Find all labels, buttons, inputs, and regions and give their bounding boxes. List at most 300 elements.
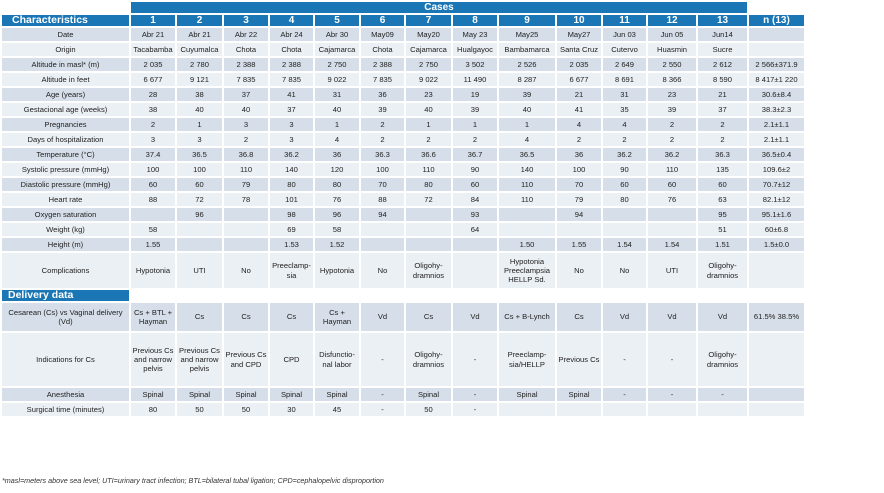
- row-label: Diastolic pressure (mmHg): [2, 178, 129, 191]
- table-cell: Previous Cs and narrow pelvis: [131, 333, 175, 386]
- table-cell: 2: [557, 133, 601, 146]
- table-cell: 140: [270, 163, 313, 176]
- table-cell: Abr 30: [315, 28, 359, 41]
- row-label: Heart rate: [2, 193, 129, 206]
- table-cell: 21: [557, 88, 601, 101]
- table-cell: 4: [603, 118, 646, 131]
- table-cell: Hualgayoc: [453, 43, 497, 56]
- table-cell: Spinal: [315, 388, 359, 401]
- table-cell: -: [453, 403, 497, 416]
- table-cell: 140: [499, 163, 555, 176]
- n-summary-cell: 60±6.8: [749, 223, 804, 236]
- table-cell: 110: [406, 163, 451, 176]
- table-cell: 110: [499, 178, 555, 191]
- case-number-header: 12: [648, 15, 696, 26]
- table-row: [2, 88, 804, 101]
- table-cell: 2: [361, 118, 404, 131]
- row-label: Origin: [2, 43, 129, 56]
- cases-title: Cases: [131, 2, 747, 13]
- table-row: [2, 178, 804, 191]
- table-cell: 36.3: [361, 148, 404, 161]
- table-cell: 3: [224, 118, 268, 131]
- table-cell: 58: [131, 223, 175, 236]
- table-cell: 7 835: [361, 73, 404, 86]
- n-summary-cell: 70.7±12: [749, 178, 804, 191]
- n-summary-cell: [749, 388, 804, 401]
- table-cell: 100: [177, 163, 222, 176]
- table-cell: 37.4: [131, 148, 175, 161]
- table-row: [2, 208, 804, 221]
- table-cell: Cs: [557, 303, 601, 331]
- table-row: [2, 223, 804, 236]
- table-cell: Previous Cs and CPD: [224, 333, 268, 386]
- table-cell: -: [698, 388, 747, 401]
- table-cell: 37: [698, 103, 747, 116]
- table-cell: Spinal: [499, 388, 555, 401]
- table-row: [2, 43, 804, 56]
- table-row: [2, 103, 804, 116]
- table-cell: 1.54: [603, 238, 646, 251]
- table-cell: 80: [603, 193, 646, 206]
- table-cell: Cajamarca: [315, 43, 359, 56]
- table-cell: 40: [177, 103, 222, 116]
- table-cell: Abr 24: [270, 28, 313, 41]
- table-cell: 2: [224, 133, 268, 146]
- table-cell: 21: [698, 88, 747, 101]
- row-label: Pregnancies: [2, 118, 129, 131]
- n-summary-cell: 1.5±0.0: [749, 238, 804, 251]
- row-label: Complications: [2, 253, 129, 288]
- section-spacer: [603, 290, 646, 301]
- table-cell: 37: [224, 88, 268, 101]
- table-row: [2, 238, 804, 251]
- table-cell: No: [224, 253, 268, 288]
- table-cell: 1.51: [698, 238, 747, 251]
- table-cell: 36.3: [698, 148, 747, 161]
- table-row: [2, 333, 804, 386]
- table-cell: 31: [603, 88, 646, 101]
- table-cell: [224, 238, 268, 251]
- table-cell: Chota: [361, 43, 404, 56]
- section-spacer: [270, 290, 313, 301]
- table-cell: 45: [315, 403, 359, 416]
- section-spacer: [315, 290, 359, 301]
- table-row: [2, 163, 804, 176]
- table-cell: May25: [499, 28, 555, 41]
- table-cell: Hypotonia: [131, 253, 175, 288]
- table-cell: Jun 05: [648, 28, 696, 41]
- table-cell: Cs: [177, 303, 222, 331]
- table-row: [2, 133, 804, 146]
- table-cell: 36.2: [270, 148, 313, 161]
- section-spacer: [177, 290, 222, 301]
- table-cell: Oligohy-dramnios: [698, 253, 747, 288]
- n-summary-cell: 95.1±1.6: [749, 208, 804, 221]
- case-number-header: 10: [557, 15, 601, 26]
- table-cell: Cs: [224, 303, 268, 331]
- column-header-row: [2, 15, 804, 26]
- table-cell: 72: [177, 193, 222, 206]
- section-spacer: [698, 290, 747, 301]
- table-cell: Disfunctio-nal labor: [315, 333, 359, 386]
- table-cell: 90: [453, 163, 497, 176]
- table-cell: 36.2: [648, 148, 696, 161]
- table-cell: 1: [499, 118, 555, 131]
- table-cell: [406, 238, 451, 251]
- table-cell: Oligohy-dramnios: [698, 333, 747, 386]
- table-cell: 60: [698, 178, 747, 191]
- table-cell: 3 502: [453, 58, 497, 71]
- row-label: Gestacional age (weeks): [2, 103, 129, 116]
- row-label: Temperature (°C): [2, 148, 129, 161]
- table-cell: 4: [557, 118, 601, 131]
- table-cell: Vd: [698, 303, 747, 331]
- n-summary-cell: 2.1±1.1: [749, 118, 804, 131]
- row-label: Date: [2, 28, 129, 41]
- table-cell: 39: [361, 103, 404, 116]
- table-cell: Chota: [270, 43, 313, 56]
- case-number-header: 4: [270, 15, 313, 26]
- table-cell: 8 590: [698, 73, 747, 86]
- table-cell: 51: [698, 223, 747, 236]
- table-cell: 7 835: [224, 73, 268, 86]
- row-label: Indications for Cs: [2, 333, 129, 386]
- table-cell: [406, 208, 451, 221]
- table-cell: [648, 403, 696, 416]
- table-cell: 8 366: [648, 73, 696, 86]
- table-cell: Cs: [270, 303, 313, 331]
- table-cell: 69: [270, 223, 313, 236]
- case-number-header: 8: [453, 15, 497, 26]
- row-label: Height (m): [2, 238, 129, 251]
- table-cell: 9 022: [315, 73, 359, 86]
- table-cell: 95: [698, 208, 747, 221]
- case-number-header: 9: [499, 15, 555, 26]
- table-cell: 80: [406, 178, 451, 191]
- table-cell: Oligohy-dramnios: [406, 253, 451, 288]
- table-cell: 98: [270, 208, 313, 221]
- table-cell: Jun 03: [603, 28, 646, 41]
- table-cell: Preeclamp-sia: [270, 253, 313, 288]
- table-cell: 94: [361, 208, 404, 221]
- table-cell: 23: [406, 88, 451, 101]
- table-cell: 2: [603, 133, 646, 146]
- table-cell: 84: [453, 193, 497, 206]
- table-cell: [557, 223, 601, 236]
- case-number-header: 2: [177, 15, 222, 26]
- table-cell: 94: [557, 208, 601, 221]
- table-cell: -: [603, 388, 646, 401]
- table-cell: 78: [224, 193, 268, 206]
- table-row: [2, 58, 804, 71]
- table-cell: 2: [453, 133, 497, 146]
- case-number-header: 6: [361, 15, 404, 26]
- table-cell: 3: [131, 133, 175, 146]
- table-cell: Vd: [453, 303, 497, 331]
- section-spacer: [453, 290, 497, 301]
- characteristics-header: Characteristics: [2, 15, 129, 26]
- table-cell: 2 388: [270, 58, 313, 71]
- table-cell: 19: [453, 88, 497, 101]
- row-label: Anesthesia: [2, 388, 129, 401]
- table-cell: 40: [224, 103, 268, 116]
- table-cell: [406, 223, 451, 236]
- table-cell: 80: [131, 403, 175, 416]
- case-number-header: 1: [131, 15, 175, 26]
- table-cell: 50: [177, 403, 222, 416]
- table-cell: 1: [177, 118, 222, 131]
- n-summary-cell: 82.1±12: [749, 193, 804, 206]
- table-cell: [648, 223, 696, 236]
- case-number-header: 7: [406, 15, 451, 26]
- table-cell: Vd: [361, 303, 404, 331]
- table-cell: [603, 223, 646, 236]
- table-cell: Cs + Hayman: [315, 303, 359, 331]
- table-cell: Spinal: [224, 388, 268, 401]
- table-cell: No: [603, 253, 646, 288]
- section-spacer: [361, 290, 404, 301]
- n-summary-cell: [749, 403, 804, 416]
- row-label: Age (years): [2, 88, 129, 101]
- table-cell: 2 526: [499, 58, 555, 71]
- table-cell: May20: [406, 28, 451, 41]
- table-cell: Santa Cruz: [557, 43, 601, 56]
- table-cell: 36.2: [603, 148, 646, 161]
- table-cell: 8 287: [499, 73, 555, 86]
- table-cell: -: [361, 403, 404, 416]
- table-cell: 3: [177, 133, 222, 146]
- table-cell: 72: [406, 193, 451, 206]
- table-cell: 2 780: [177, 58, 222, 71]
- n-summary-cell: 30.6±8.4: [749, 88, 804, 101]
- table-row: [2, 193, 804, 206]
- section-spacer: [648, 290, 696, 301]
- table-cell: [361, 238, 404, 251]
- table-cell: Spinal: [406, 388, 451, 401]
- table-cell: 2: [698, 118, 747, 131]
- table-cell: 4: [315, 133, 359, 146]
- table-cell: 50: [224, 403, 268, 416]
- section-spacer: [557, 290, 601, 301]
- table-cell: 93: [453, 208, 497, 221]
- table-cell: 60: [603, 178, 646, 191]
- table-cell: 2 035: [557, 58, 601, 71]
- table-cell: Vd: [648, 303, 696, 331]
- cases-header-row: [2, 2, 804, 13]
- table-cell: 41: [557, 103, 601, 116]
- n-summary-cell: 2 566±371.9: [749, 58, 804, 71]
- table-cell: 38: [131, 103, 175, 116]
- table-cell: 79: [557, 193, 601, 206]
- row-label: Altitude in feet: [2, 73, 129, 86]
- table-cell: 70: [557, 178, 601, 191]
- table-cell: 58: [315, 223, 359, 236]
- footnote: *masl=meters above sea level; UTI=urinary tract infection; BTL=bilateral tubal ligation; CPD=cephalopelvic disproportion: [2, 476, 384, 485]
- table-cell: Cs: [406, 303, 451, 331]
- table-row: [2, 73, 804, 86]
- case-number-header: 5: [315, 15, 359, 26]
- table-cell: -: [453, 333, 497, 386]
- case-number-header: 11: [603, 15, 646, 26]
- table-cell: Cs + B-Lynch: [499, 303, 555, 331]
- table-cell: 135: [698, 163, 747, 176]
- table-cell: 9 022: [406, 73, 451, 86]
- n-summary-cell: 2.1±1.1: [749, 133, 804, 146]
- table-cell: 36.6: [406, 148, 451, 161]
- row-label: Altitude in masl* (m): [2, 58, 129, 71]
- table-cell: Cs + BTL + Hayman: [131, 303, 175, 331]
- table-cell: 100: [361, 163, 404, 176]
- table-cell: 36: [557, 148, 601, 161]
- header-spacer: [2, 2, 129, 13]
- table-cell: 96: [177, 208, 222, 221]
- table-cell: 28: [131, 88, 175, 101]
- table-cell: Cutervo: [603, 43, 646, 56]
- row-label: Oxygen saturation: [2, 208, 129, 221]
- table-cell: 37: [270, 103, 313, 116]
- table-cell: 1.54: [648, 238, 696, 251]
- table-cell: May 23: [453, 28, 497, 41]
- table-cell: 6 677: [131, 73, 175, 86]
- table-cell: 1.52: [315, 238, 359, 251]
- table-cell: 4: [499, 133, 555, 146]
- table-cell: Previous Cs and narrow pelvis: [177, 333, 222, 386]
- table-cell: 40: [406, 103, 451, 116]
- table-cell: 100: [131, 163, 175, 176]
- table-cell: 101: [270, 193, 313, 206]
- table-row: [2, 253, 804, 288]
- table-cell: -: [453, 388, 497, 401]
- section-spacer: [131, 290, 175, 301]
- table-cell: 2: [361, 133, 404, 146]
- table-cell: Abr 21: [177, 28, 222, 41]
- table-cell: 2 035: [131, 58, 175, 71]
- table-cell: -: [648, 333, 696, 386]
- table-cell: 2 750: [406, 58, 451, 71]
- row-label: Surgical time (minutes): [2, 403, 129, 416]
- table-cell: 1.50: [499, 238, 555, 251]
- table-cell: Chota: [224, 43, 268, 56]
- table-cell: UTI: [648, 253, 696, 288]
- n-summary-cell: [749, 253, 804, 288]
- table-cell: 88: [131, 193, 175, 206]
- table-cell: 60: [177, 178, 222, 191]
- section-spacer: [224, 290, 268, 301]
- section-spacer: [499, 290, 555, 301]
- table-cell: [453, 253, 497, 288]
- row-label: Days of hospitalization: [2, 133, 129, 146]
- table-cell: 35: [603, 103, 646, 116]
- table-cell: 63: [698, 193, 747, 206]
- table-cell: [453, 238, 497, 251]
- n-summary-cell: [749, 28, 804, 41]
- table-cell: 90: [603, 163, 646, 176]
- table-cell: No: [557, 253, 601, 288]
- table-cell: Huasmin: [648, 43, 696, 56]
- row-label: Systolic pressure (mmHg): [2, 163, 129, 176]
- delivery-data-header: Delivery data: [2, 290, 129, 301]
- table-cell: 2 388: [361, 58, 404, 71]
- table-cell: 2 388: [224, 58, 268, 71]
- section-spacer: [749, 290, 804, 301]
- table-cell: [224, 208, 268, 221]
- row-label: Cesarean (Cs) vs Vaginal delivery (Vd): [2, 303, 129, 331]
- table-cell: Preeclamp-sia/HELLP: [499, 333, 555, 386]
- header-spacer: [749, 2, 804, 13]
- table-cell: 2 750: [315, 58, 359, 71]
- table-cell: -: [603, 333, 646, 386]
- table-cell: 31: [315, 88, 359, 101]
- table-cell: May09: [361, 28, 404, 41]
- table-cell: 39: [499, 88, 555, 101]
- table-cell: [603, 208, 646, 221]
- table-cell: 88: [361, 193, 404, 206]
- table-cell: 36.5: [177, 148, 222, 161]
- table-cell: 2: [698, 133, 747, 146]
- table-cell: 6 677: [557, 73, 601, 86]
- table-cell: 2: [131, 118, 175, 131]
- table-row: [2, 118, 804, 131]
- table-cell: CPD: [270, 333, 313, 386]
- table-cell: 36: [361, 88, 404, 101]
- table-cell: 2 550: [648, 58, 696, 71]
- table-cell: [499, 403, 555, 416]
- table-cell: 40: [315, 103, 359, 116]
- table-cell: 110: [224, 163, 268, 176]
- table-cell: [499, 208, 555, 221]
- table-cell: 60: [648, 178, 696, 191]
- table-cell: 76: [315, 193, 359, 206]
- table-cell: Cajamarca: [406, 43, 451, 56]
- table-cell: 40: [499, 103, 555, 116]
- table-cell: No: [361, 253, 404, 288]
- table-cell: 30: [270, 403, 313, 416]
- table-cell: 96: [315, 208, 359, 221]
- table-cell: 36.7: [453, 148, 497, 161]
- table-cell: 110: [499, 193, 555, 206]
- table-cell: Abr 21: [131, 28, 175, 41]
- table-cell: 36.8: [224, 148, 268, 161]
- table-cell: [698, 403, 747, 416]
- n-summary-cell: 8 417±1 220: [749, 73, 804, 86]
- table-cell: [177, 238, 222, 251]
- table-cell: 79: [224, 178, 268, 191]
- table-cell: 1: [315, 118, 359, 131]
- section-spacer: [406, 290, 451, 301]
- table-cell: [557, 403, 601, 416]
- table-cell: Sucre: [698, 43, 747, 56]
- table-cell: 36: [315, 148, 359, 161]
- table-cell: 100: [557, 163, 601, 176]
- table-cell: 2 612: [698, 58, 747, 71]
- table-row: [2, 403, 804, 416]
- case-number-header: 3: [224, 15, 268, 26]
- table-row: [2, 28, 804, 41]
- table-cell: Spinal: [177, 388, 222, 401]
- table-cell: 8 691: [603, 73, 646, 86]
- table-cell: 9 121: [177, 73, 222, 86]
- table-cell: 3: [270, 118, 313, 131]
- table-cell: Abr 22: [224, 28, 268, 41]
- table-cell: [603, 403, 646, 416]
- table-cell: 80: [315, 178, 359, 191]
- n-summary-cell: [749, 333, 804, 386]
- table-cell: 60: [453, 178, 497, 191]
- table-cell: Cuyumalca: [177, 43, 222, 56]
- table-cell: -: [361, 388, 404, 401]
- table-cell: [177, 223, 222, 236]
- n-total-header: n (13): [749, 15, 804, 26]
